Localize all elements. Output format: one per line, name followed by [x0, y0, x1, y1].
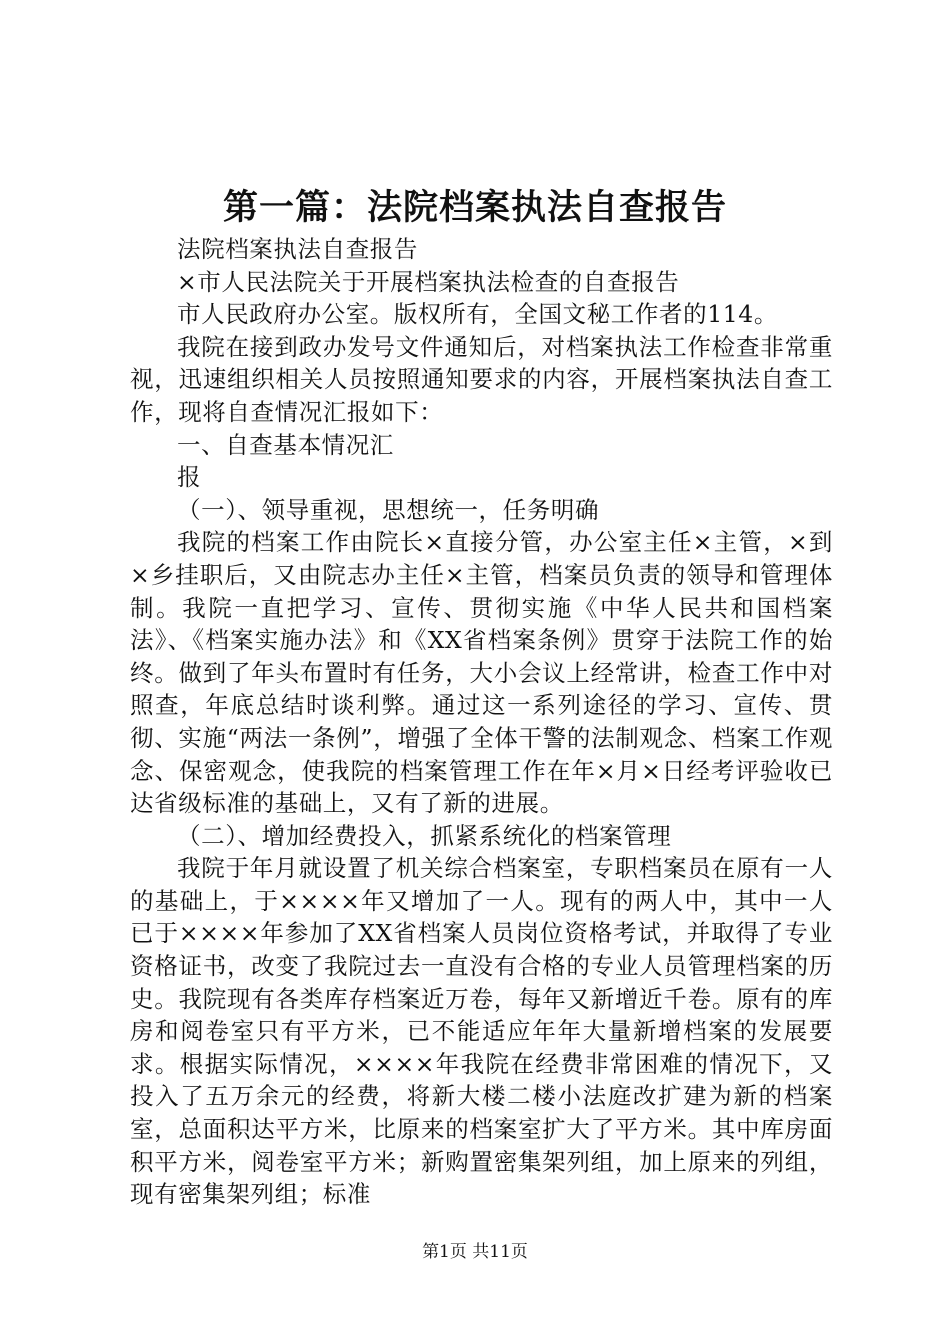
paragraph-report-title: ×市人民法院关于开展档案执法检查的自查报告	[177, 267, 680, 296]
subsection-heading-1: （一）、领导重视，思想统一，任务明确	[177, 495, 600, 524]
paragraph-intro: 我院在接到政办发号文件通知后，对档案执法工作检查非常重视，迅速组织相关人员按照通知要求的内容，开展档案执法自查工作，现将自查情况汇报如下：	[130, 332, 833, 426]
paragraph-copyright: 市人民政府办公室。版权所有，全国文秘工作者的114。	[177, 300, 778, 329]
document-title: 第一篇：法院档案执法自查报告	[222, 187, 727, 228]
paragraph-funding: 我院于年月就设置了机关综合档案室，专职档案员在原有一人的基础上，于××××年又增加了一人。现有的两人中，其中一人已于××××年参加了XX省档案人员岗位资格考试，并取得了专业资格证书，改变了我院过去一直没有合格的专业人员管理档案的历史。我院现有各类库存档案近万卷，每年又新增近千卷。原有的库房和阅卷室只有平方米，已不能适应年年大量新增档案的发展要求。根据实际情况，××××年我院在经费非常困难的情况下，又投入了五万余元的经费，将新大楼二楼小法庭改扩建为新的档案室，总面积达平方米，比原来的档案室扩大了平方米。其中库房面积平方米，阅卷室平方米；新购置密集架列组，加上原来的列组，现有密集架列组；标准	[130, 854, 833, 1209]
paragraph-doc-name: 法院档案执法自查报告	[177, 235, 418, 263]
document-body	[130, 233, 833, 1211]
section-heading-1: 一、自查基本情况汇	[177, 430, 394, 459]
subsection-heading-2: （二）、增加经费投入，抓紧系统化的档案管理	[177, 821, 672, 850]
section-heading-1-cont: 报	[177, 463, 202, 492]
page-footer: 第1页 共11页	[422, 1242, 528, 1262]
paragraph-leadership: 我院的档案工作由院长×直接分管，办公室主任×主管，×到×乡挂职后，又由院志办主任×主管，档案员负责的领导和管理体制。我院一直把学习、宣传、贯彻实施《中华人民共和国档案法》、《档案实施办法》和《XX省档案条例》贯穿于法院工作的始终。做到了年头布置时有任务，大小会议上经常讲，检查工作中对照查，年底总结时谈利弊。通过这一系列途径的学习、宣传、贯彻、实施“两法一条例”，增强了全体干警的法制观念、档案工作观念、保密观念，使我院的档案管理工作在年×月×日经考评验收已达省级标准的基础上，又有了新的进展。	[130, 528, 833, 818]
